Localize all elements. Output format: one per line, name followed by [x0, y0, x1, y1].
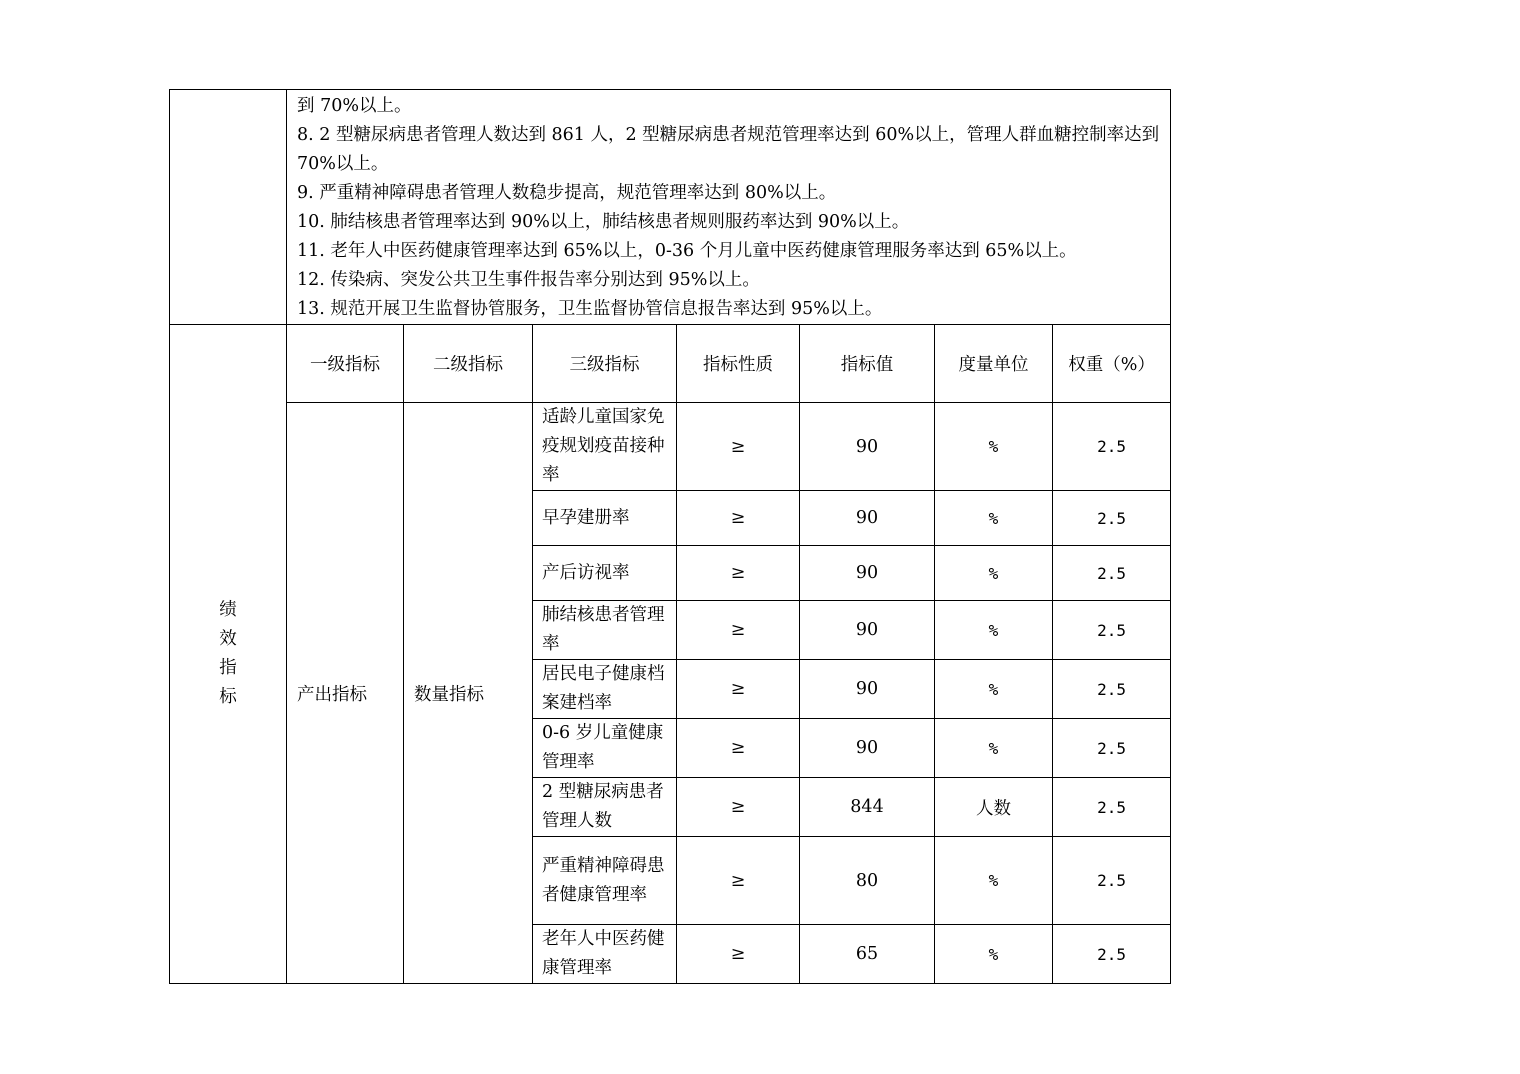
- indicator-unit: %: [935, 491, 1053, 546]
- indicator-value: 90: [800, 403, 935, 491]
- indicator-name: 老年人中医药健康管理率: [533, 925, 677, 984]
- indicator-nature: ≥: [677, 546, 800, 601]
- indicator-name: 严重精神障碍患者健康管理率: [533, 837, 677, 925]
- indicator-weight: 2.5: [1053, 660, 1171, 719]
- header-value: 指标值: [800, 325, 935, 403]
- goal-line: 12. 传染病、突发公共卫生事件报告率分别达到 95%以上。: [297, 270, 760, 290]
- indicator-value: 90: [800, 660, 935, 719]
- indicator-name: 适龄儿童国家免疫规划疫苗接种率: [533, 403, 677, 491]
- indicator-unit: 人数: [935, 778, 1053, 837]
- level1-cell: 产出指标: [287, 403, 404, 984]
- indicator-weight: 2.5: [1053, 546, 1171, 601]
- goals-row: [170, 90, 1171, 325]
- indicator-nature: ≥: [677, 778, 800, 837]
- indicator-value: 90: [800, 546, 935, 601]
- indicator-value: 90: [800, 491, 935, 546]
- goals-text-cell: [287, 90, 1171, 325]
- indicator-unit: %: [935, 601, 1053, 660]
- indicator-unit: %: [935, 719, 1053, 778]
- indicator-name: 居民电子健康档案建档率: [533, 660, 677, 719]
- table-row: [170, 403, 1171, 491]
- indicator-nature: ≥: [677, 601, 800, 660]
- header-weight: 权重（%）: [1053, 325, 1171, 403]
- indicator-unit: %: [935, 403, 1053, 491]
- indicator-weight: 2.5: [1053, 403, 1171, 491]
- header-level1: 一级指标: [287, 325, 404, 403]
- goal-line: 8. 2 型糖尿病患者管理人数达到 861 人，2 型糖尿病患者规范管理率达到 60%以上，管理人群血糖控制率达到 70%以上。: [297, 125, 1160, 174]
- indicator-value: 65: [800, 925, 935, 984]
- indicator-weight: 2.5: [1053, 491, 1171, 546]
- indicator-weight: 2.5: [1053, 837, 1171, 925]
- indicator-nature: ≥: [677, 837, 800, 925]
- goal-line: 11. 老年人中医药健康管理率达到 65%以上，0-36 个月儿童中医药健康管理服务率达到 65%以上。: [297, 241, 1077, 261]
- indicator-nature: ≥: [677, 660, 800, 719]
- goals-left-blank: [170, 90, 287, 325]
- goal-line: 13. 规范开展卫生监督协管服务，卫生监督协管信息报告率达到 95%以上。: [297, 299, 883, 319]
- indicator-name: 产后访视率: [533, 546, 677, 601]
- indicator-name: 肺结核患者管理率: [533, 601, 677, 660]
- indicator-name: 0-6 岁儿童健康管理率: [533, 719, 677, 778]
- indicator-nature: ≥: [677, 491, 800, 546]
- header-level2: 二级指标: [404, 325, 533, 403]
- goal-line: 9. 严重精神障碍患者管理人数稳步提高，规范管理率达到 80%以上。: [297, 183, 837, 203]
- header-nature: 指标性质: [677, 325, 800, 403]
- indicator-weight: 2.5: [1053, 925, 1171, 984]
- level2-cell: 数量指标: [404, 403, 533, 984]
- indicator-weight: 2.5: [1053, 601, 1171, 660]
- indicator-nature: ≥: [677, 925, 800, 984]
- performance-table: [169, 89, 1171, 984]
- header-row: [170, 325, 1171, 403]
- indicator-value: 80: [800, 837, 935, 925]
- header-unit: 度量单位: [935, 325, 1053, 403]
- indicator-name: 早孕建册率: [533, 491, 677, 546]
- header-level3: 三级指标: [533, 325, 677, 403]
- indicator-name: 2 型糖尿病患者管理人数: [533, 778, 677, 837]
- goal-line: 10. 肺结核患者管理率达到 90%以上，肺结核患者规则服药率达到 90%以上。: [297, 212, 910, 232]
- indicator-value: 844: [800, 778, 935, 837]
- indicator-value: 90: [800, 719, 935, 778]
- indicator-nature: ≥: [677, 403, 800, 491]
- indicator-unit: %: [935, 925, 1053, 984]
- goal-line: 到 70%以上。: [297, 96, 412, 116]
- indicator-nature: ≥: [677, 719, 800, 778]
- indicator-unit: %: [935, 660, 1053, 719]
- indicator-weight: 2.5: [1053, 719, 1171, 778]
- indicator-value: 90: [800, 601, 935, 660]
- indicator-unit: %: [935, 837, 1053, 925]
- indicator-unit: %: [935, 546, 1053, 601]
- indicator-weight: 2.5: [1053, 778, 1171, 837]
- section-label: 绩 效 指 标: [170, 325, 287, 984]
